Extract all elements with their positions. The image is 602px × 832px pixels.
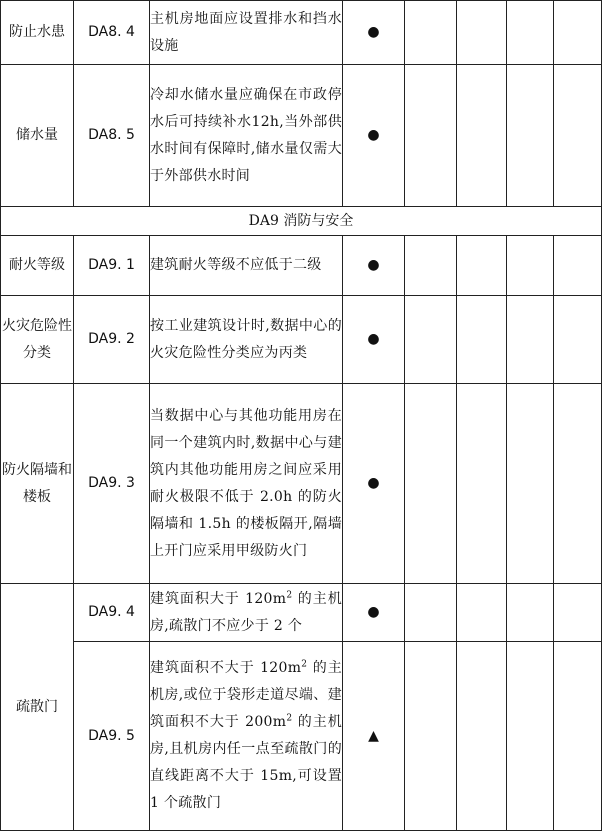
empty-cell bbox=[405, 236, 457, 296]
empty-cell bbox=[554, 296, 602, 384]
empty-cell bbox=[405, 296, 457, 384]
item-description bbox=[150, 642, 343, 831]
empty-cell bbox=[507, 236, 554, 296]
filled-circle-mark: ● bbox=[343, 65, 405, 207]
item-code: DA9. 5 bbox=[74, 642, 150, 831]
empty-cell bbox=[457, 65, 507, 207]
empty-cell bbox=[507, 384, 554, 584]
superscript: 2 bbox=[286, 589, 293, 600]
empty-cell bbox=[405, 642, 457, 831]
item-name: 疏散门 bbox=[1, 584, 74, 831]
item-name: 防止水患 bbox=[1, 1, 74, 65]
filled-circle-mark: ● bbox=[343, 236, 405, 296]
empty-cell bbox=[507, 296, 554, 384]
empty-cell bbox=[554, 1, 602, 65]
section-row bbox=[1, 207, 602, 236]
empty-cell bbox=[405, 384, 457, 584]
filled-circle-mark: ● bbox=[343, 584, 405, 642]
table-row bbox=[1, 236, 602, 296]
item-description: 按工业建筑设计时,数据中心的火灾危险性分类应为丙类 bbox=[150, 296, 343, 384]
superscript: 2 bbox=[301, 659, 308, 670]
empty-cell bbox=[457, 642, 507, 831]
item-description bbox=[150, 584, 343, 642]
item-name: 储水量 bbox=[1, 65, 74, 207]
item-code: DA9. 3 bbox=[74, 384, 150, 584]
item-description: 主机房地面应设置排水和挡水设施 bbox=[150, 1, 343, 65]
empty-cell bbox=[457, 296, 507, 384]
item-name: 耐火等级 bbox=[1, 236, 74, 296]
item-description: 建筑耐火等级不应低于二级 bbox=[150, 236, 343, 296]
table-row bbox=[1, 1, 602, 65]
item-description: 冷却水储水量应确保在市政停水后可持续补水12h,当外部供水时间有保障时,储水量仅需大于外部供水时间 bbox=[150, 65, 343, 207]
empty-cell bbox=[507, 65, 554, 207]
empty-cell bbox=[554, 65, 602, 207]
table-row bbox=[1, 296, 602, 384]
description-text: 的主机房,且机房内任一点至疏散门的直线距离不大于 15m,可设置 1 个疏散门 bbox=[150, 714, 342, 811]
item-description: 当数据中心与其他功能用房在同一个建筑内时,数据中心与建筑内其他功能用房之间应采用耐火极限不低于 2.0h 的防火隔墙和 1.5h 的楼板隔开,隔墙上开门应采用甲级防火门 bbox=[150, 384, 343, 584]
item-code: DA9. 2 bbox=[74, 296, 150, 384]
empty-cell bbox=[457, 584, 507, 642]
empty-cell bbox=[405, 584, 457, 642]
empty-cell bbox=[405, 1, 457, 65]
superscript: 2 bbox=[286, 713, 293, 724]
empty-cell bbox=[457, 1, 507, 65]
table-row bbox=[1, 642, 602, 831]
empty-cell bbox=[507, 584, 554, 642]
description-text: 的主机房,或位于袋形走道尽端、建筑面积不大于 200m bbox=[150, 660, 342, 730]
item-code: DA8. 4 bbox=[74, 1, 150, 65]
item-name: 防火隔墙和楼板 bbox=[1, 384, 74, 584]
filled-circle-mark: ● bbox=[343, 384, 405, 584]
description-text: 建筑面积大于 120m bbox=[150, 590, 287, 607]
item-code: DA8. 5 bbox=[74, 65, 150, 207]
item-code: DA9. 1 bbox=[74, 236, 150, 296]
empty-cell bbox=[554, 384, 602, 584]
table-row bbox=[1, 584, 602, 642]
filled-triangle-mark: ▲ bbox=[343, 642, 405, 831]
table-row bbox=[1, 384, 602, 584]
filled-circle-mark: ● bbox=[343, 1, 405, 65]
table-row bbox=[1, 65, 602, 207]
empty-cell bbox=[507, 642, 554, 831]
empty-cell bbox=[405, 65, 457, 207]
empty-cell bbox=[554, 642, 602, 831]
item-code: DA9. 4 bbox=[74, 584, 150, 642]
item-name: 火灾危险性分类 bbox=[1, 296, 74, 384]
empty-cell bbox=[457, 384, 507, 584]
empty-cell bbox=[554, 584, 602, 642]
empty-cell bbox=[457, 236, 507, 296]
description-text: 的主机房,疏散门不应少于 2 个 bbox=[150, 590, 342, 634]
empty-cell bbox=[507, 1, 554, 65]
filled-circle-mark: ● bbox=[343, 296, 405, 384]
description-text: 建筑面积不大于 120m bbox=[150, 660, 302, 676]
section-title: DA9 消防与安全 bbox=[1, 207, 602, 236]
empty-cell bbox=[554, 236, 602, 296]
